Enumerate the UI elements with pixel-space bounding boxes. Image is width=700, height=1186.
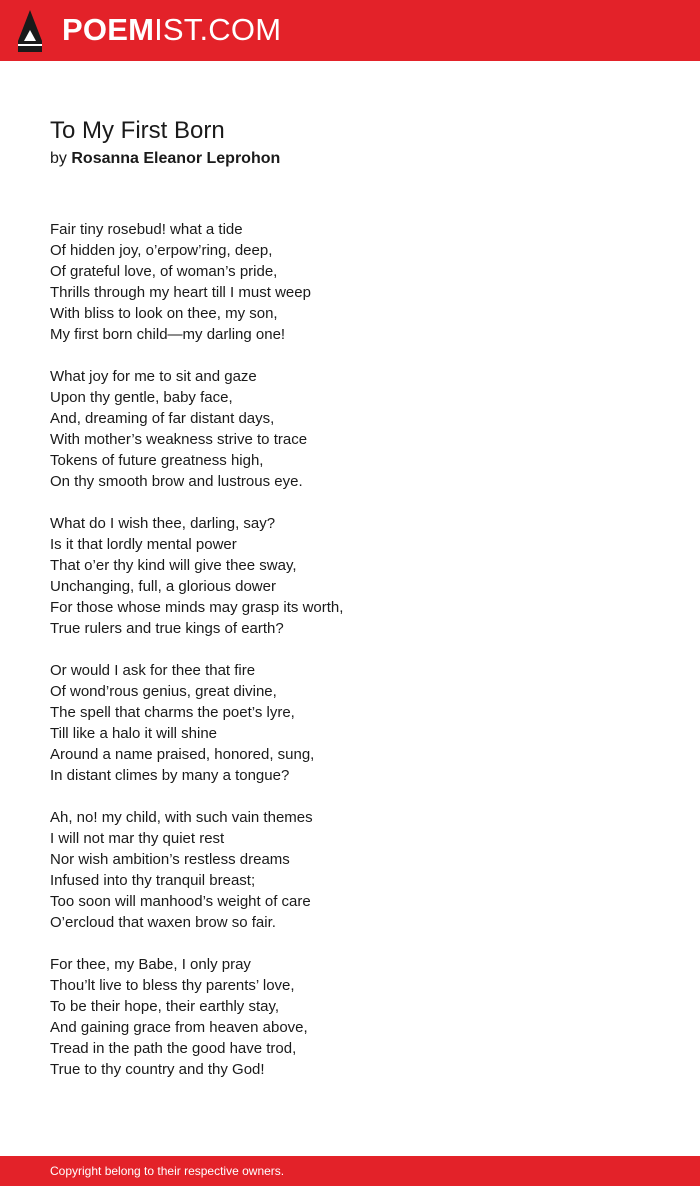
logo-light-text: IST.COM <box>154 12 282 47</box>
poem-line: True to thy country and thy God! <box>50 1061 265 1078</box>
stanza <box>50 366 670 492</box>
poem-line: That o’er thy kind will give thee sway, <box>50 557 297 574</box>
site-logo[interactable] <box>62 12 281 48</box>
poem-line: For thee, my Babe, I only pray <box>50 956 251 973</box>
poem-line: With mother’s weakness strive to trace <box>50 431 308 448</box>
site-header <box>0 0 700 61</box>
stanza <box>50 513 670 639</box>
poem-line: The spell that charms the poet’s lyre, <box>50 704 295 721</box>
poem-line: What do I wish thee, darling, say? <box>50 515 276 532</box>
stanza <box>50 807 670 933</box>
poem-line: In distant climes by many a tongue? <box>50 767 290 784</box>
stanza <box>50 660 670 786</box>
poem-line: Is it that lordly mental power <box>50 536 237 553</box>
poem-line: Or would I ask for thee that fire <box>50 662 256 679</box>
stanza <box>50 219 670 345</box>
copyright-text: Copyright belong to their respective owners. <box>50 1164 285 1178</box>
poem-line: Of grateful love, of woman’s pride, <box>50 263 278 280</box>
poem-line: Tokens of future greatness high, <box>50 452 264 469</box>
stanza <box>50 954 670 1080</box>
poem-line: Upon thy gentle, baby face, <box>50 389 233 406</box>
poem-line: On thy smooth brow and lustrous eye. <box>50 473 303 490</box>
pencil-tip-icon[interactable] <box>18 10 42 52</box>
logo-bold-text: POEM <box>62 12 155 47</box>
site-footer <box>0 1156 700 1186</box>
poem-line: Of hidden joy, o’erpow’ring, deep, <box>50 242 273 259</box>
poem-line: Too soon will manhood’s weight of care <box>50 893 311 910</box>
poem-line: Of wond’rous genius, great divine, <box>50 683 277 700</box>
poem-line: Tread in the path the good have trod, <box>50 1040 297 1057</box>
poem-line: Fair tiny rosebud! what a tide <box>50 221 243 238</box>
poem-line: True rulers and true kings of earth? <box>50 620 284 637</box>
poem-line: And, dreaming of far distant days, <box>50 410 275 427</box>
poem-line: To be their hope, their earthly stay, <box>50 998 280 1015</box>
poem-line: What joy for me to sit and gaze <box>50 368 257 385</box>
by-label: by <box>50 150 67 167</box>
poem-line: Thrills through my heart till I must weep <box>50 284 311 301</box>
poem-line: My first born child—my darling one! <box>50 326 286 343</box>
poem-line: Unchanging, full, a glorious dower <box>50 578 276 595</box>
poem-line: Nor wish ambition’s restless dreams <box>50 851 290 868</box>
poem-author: Rosanna Eleanor Leprohon <box>71 150 281 167</box>
poem-line: I will not mar thy quiet rest <box>50 830 225 847</box>
poem-line: Thou’lt live to bless thy parents’ love, <box>50 977 295 994</box>
poem-title: To My First Born <box>50 117 225 144</box>
poem-line: Infused into thy tranquil breast; <box>50 872 256 889</box>
poem-line: Till like a halo it will shine <box>50 725 218 742</box>
poem-line: For those whose minds may grasp its worth, <box>50 599 344 616</box>
poem-byline <box>50 148 280 170</box>
poem-line: And gaining grace from heaven above, <box>50 1019 308 1036</box>
poem-line: With bliss to look on thee, my son, <box>50 305 278 322</box>
poem-line: Ah, no! my child, with such vain themes <box>50 809 313 826</box>
poem-line: O’ercloud that waxen brow so fair. <box>50 914 276 931</box>
poem-line: Around a name praised, honored, sung, <box>50 746 315 763</box>
poem-body <box>50 219 670 1101</box>
